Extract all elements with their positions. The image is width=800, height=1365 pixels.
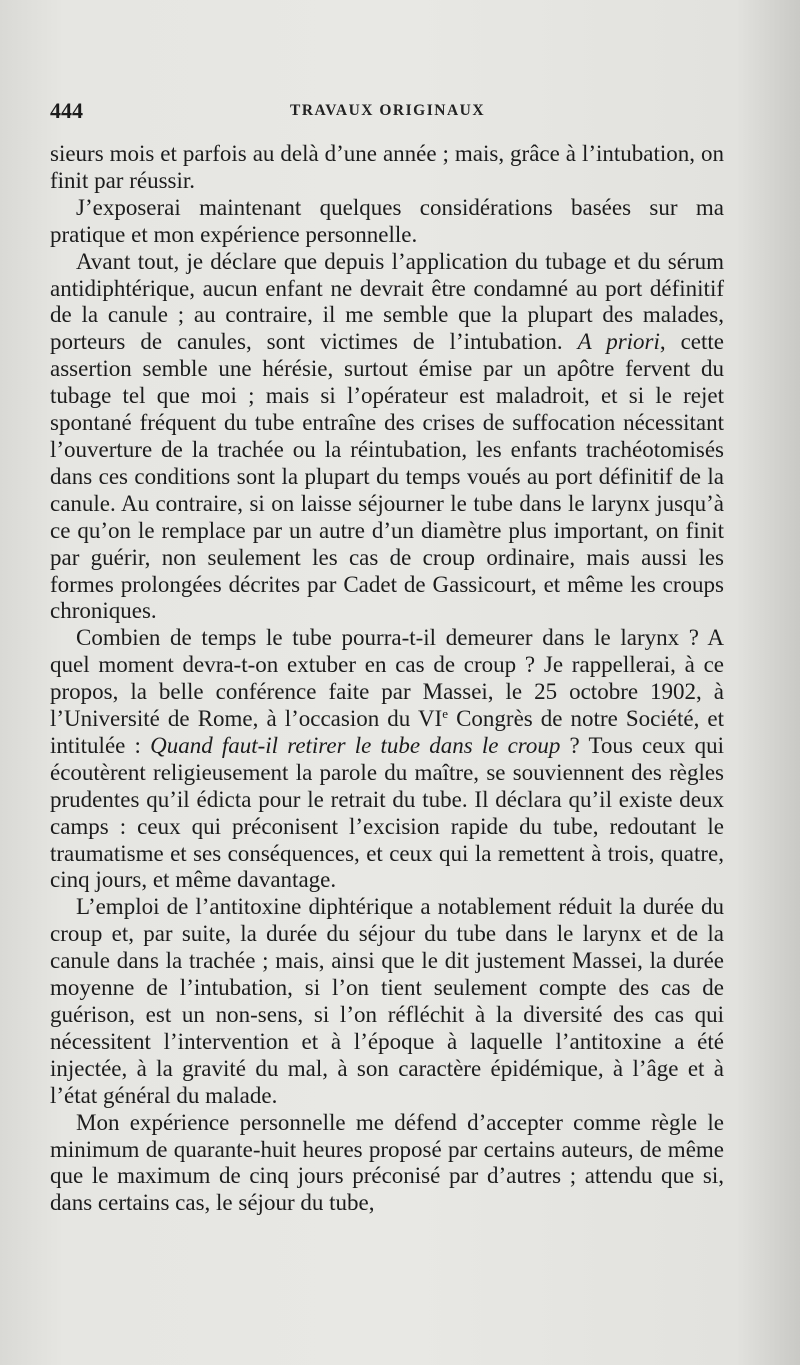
italic-title: Quand faut-il retirer le tube dans le croup: [150, 732, 561, 758]
paragraph-experience: [50, 1110, 724, 1218]
paragraph-text: L’emploi de l’antitoxine diphtérique a notablement réduit la durée du croup et, par suite, la durée du séjour du tube dans le larynx et de la canule dans la trachée ; mais, ainsi que le dit justement Massei, la durée moyenne de l’intubation, si l’on tient seulement compte des cas de guérison, est un non-sens, si l’on réfléchit à la diversité des cas qui nécessitent l’intervention et à l’époque à laquelle l’antitoxine a été injectée, à la gravité du mal, à son caractère épidémique, à l’âge et à l’état général du malade.: [50, 894, 724, 1108]
paragraph-text: , cette assertion semble une hérésie, surtout émise par un apôtre fervent du tubage tel que moi ; mais si l’opérateur est maladroit, et si le rejet spontané fréquent du tube entraîne des crises de suffocation nécessitant l’ouverture de la trachée ou la réintubation, les enfants trachéotomisés dans ces conditions sont la plupart du temps voués au port définitif de la canule. Au contraire, si on laisse séjourner le tube dans le larynx jusqu’à ce qu’on le remplace par un autre d’un diamètre plus important, on finit par guérir, non seulement les cas de croup ordinaire, mais aussi les formes prolongées décrites par Cadet de Gassicourt, et même les croups chroniques.: [50, 329, 724, 624]
page-number: 444: [50, 98, 83, 123]
italic-phrase: A priori: [577, 329, 660, 355]
body-text: [50, 141, 724, 1217]
superscript: e: [442, 706, 448, 722]
paragraph-continuation: [50, 141, 724, 195]
paragraph-canule: [50, 249, 724, 626]
paragraph-text: Avant tout, je déclare que depuis l’application du tubage et du sérum antidiphtérique, aucun enfant ne devrait être condamné au port définitif de la canule ; au contraire, il me semble que la plupart des malades, porteurs de canules, sont victimes de l’intubation.: [50, 248, 724, 355]
running-title: TRAVAUX ORIGINAUX: [290, 102, 486, 119]
paragraph-text: ? Tous ceux qui écoutèrent religieusement la parole du maître, se souviennent des règles prudentes qu’il édicta pour le retrait du tube. Il déclara qu’il existe deux camps : ceux qui préconisent l’excision rapide du tube, redoutant le traumatisme et ses conséquences, et ceux qui la remettent à trois, quatre, cinq jours, et même davantage.: [50, 732, 725, 893]
running-head: [50, 98, 724, 122]
paragraph-text: Combien de temps le tube pourra-t-il demeurer dans le larynx ? A quel moment devra-t-on extuber en cas de croup ? Je rappellerai, à ce propos, la belle conférence faite par Massei, le 25 octobre 1902, à l’Université de Rome, à l’occasion du VI: [50, 625, 724, 732]
paragraph-antitoxine: [50, 894, 724, 1109]
paragraph-text: Mon expérience personnelle me défend d’accepter comme règle le minimum de quarante-huit heures proposé par certains auteurs, de même que le maximum de cinq jours préconisé par d’autres ; attendu que si, dans certains cas, le séjour du tube,: [50, 1109, 724, 1216]
paragraph-extubation: [50, 625, 724, 894]
paragraph-text: Congrès de notre Société, et intitulée :: [50, 706, 724, 758]
paragraph-text: J’exposerai maintenant quelques considérations basées sur ma pratique et mon expérience personnelle.: [50, 194, 724, 247]
paragraph-exposition: [50, 195, 724, 249]
paragraph-text: sieurs mois et parfois au delà d’une année ; mais, grâce à l’intubation, on finit par réussir.: [50, 141, 724, 193]
